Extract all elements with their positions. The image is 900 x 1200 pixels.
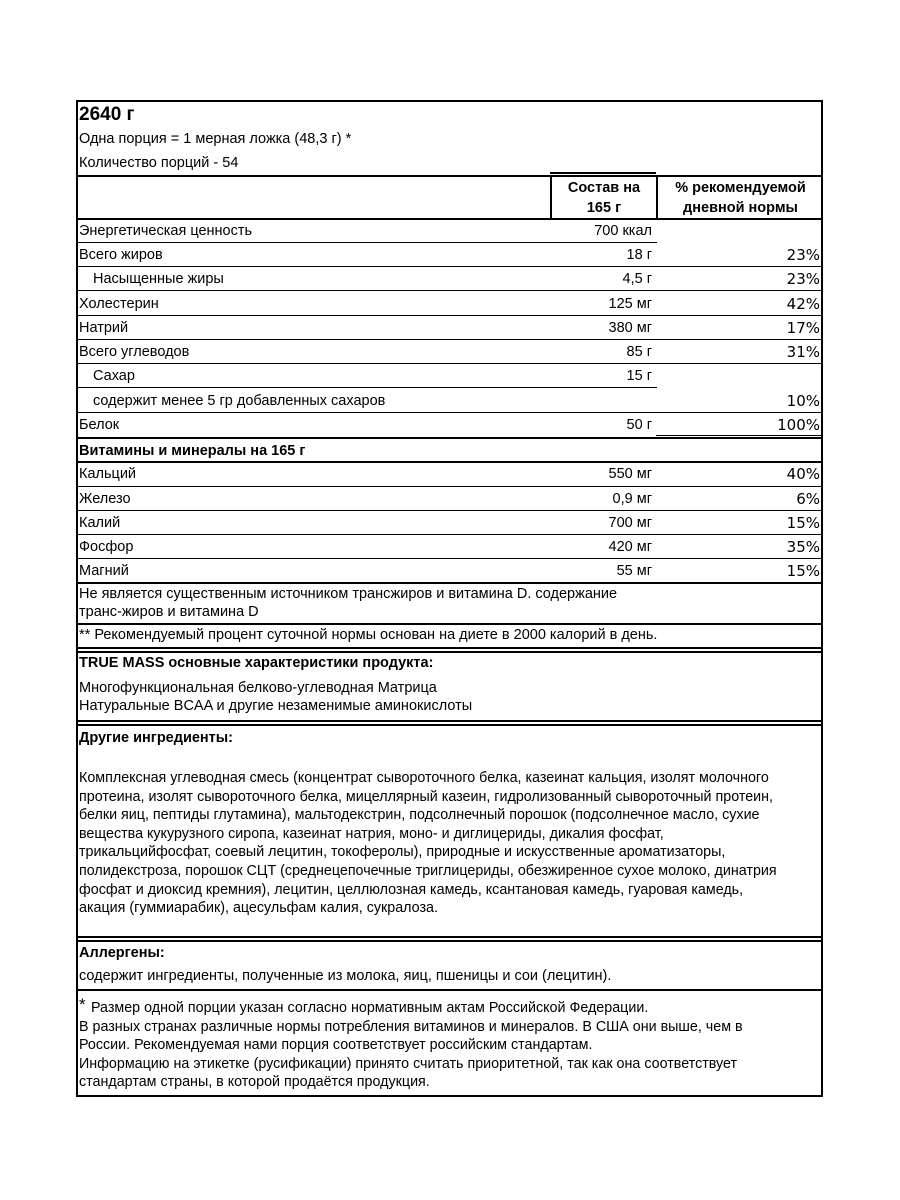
row-divider (76, 387, 657, 388)
vitamin-name: Кальций (79, 466, 137, 482)
nutrient-amount: 4,5 г (622, 271, 652, 287)
divider (76, 989, 823, 991)
trans-fat-note-line2: транс-жиров и витамина D (79, 604, 259, 620)
nutrient-daily: 10% (786, 392, 820, 410)
row-divider (76, 510, 823, 511)
divider (76, 724, 823, 726)
vitamin-daily: 35% (786, 538, 820, 556)
nutrient-name: Сахар (93, 368, 135, 384)
composition-header-2: 165 г (586, 200, 622, 216)
vitamin-amount: 55 мг (616, 563, 652, 579)
divider (76, 623, 823, 625)
nutrient-daily: 42% (786, 295, 820, 313)
divider (76, 720, 823, 722)
divider (76, 218, 823, 220)
nutrient-name: Энергетическая ценность (79, 223, 253, 239)
row-divider (76, 339, 823, 340)
vitamin-amount: 550 мг (608, 466, 652, 482)
servings-count: Количество порций - 54 (79, 155, 239, 171)
vitamin-daily: 6% (796, 490, 820, 508)
nutrient-daily: 31% (786, 343, 820, 361)
divider (76, 175, 823, 177)
nutrient-name: Всего жиров (79, 247, 163, 263)
vitamin-amount: 700 мг (608, 515, 652, 531)
disclaimer-line: России. Рекомендуемая нами порция соответствует российским стандартам. (79, 1037, 593, 1054)
ingredients-line: акация (гуммиарабик), ацесульфам калия, сукралоза. (79, 900, 438, 917)
package-weight: 2640 г (79, 104, 135, 125)
ingredients-line: Комплексная углеводная смесь (концентрат сывороточного белка, казеинат кальция, изолят молочного (79, 770, 769, 786)
vitamin-name: Магний (79, 563, 129, 579)
trans-fat-note-line1: Не является существенным источником трансжиров и витамина D. содержание (79, 586, 618, 602)
nutrient-amount: 380 мг (608, 320, 652, 336)
row-divider (656, 435, 823, 436)
nutrient-amount: 700 ккал (594, 223, 652, 239)
nutrient-name: Холестерин (79, 296, 159, 312)
row-divider (76, 412, 823, 413)
disclaimer-line: Информацию на этикетке (русификации) принято считать приоритетной, так как она соответствует (79, 1055, 738, 1072)
nutrient-daily: 23% (786, 270, 820, 288)
ingredients-line: трикальцийфосфат, соевый лецитин, токоферолы), природные и искусственные ароматизаторы, (79, 844, 726, 861)
allergens-title: Аллергены: (79, 945, 165, 961)
nutrient-name: Всего углеводов (79, 344, 190, 360)
nutrient-amount: 85 г (626, 344, 652, 360)
vitamin-daily: 40% (786, 465, 820, 483)
nutrient-amount: 125 мг (608, 296, 652, 312)
divider (550, 172, 656, 174)
nutrient-name: содержит менее 5 гр добавленных сахаров (93, 393, 386, 409)
allergens-text: содержит ингредиенты, полученные из молока, яиц, пшеницы и сои (лецитин). (79, 968, 612, 984)
divider (76, 936, 823, 938)
nutrient-name: Насыщенные жиры (93, 271, 224, 287)
divider (76, 582, 823, 584)
row-divider (76, 242, 657, 243)
ingredients-line: вещества кукурузного сиропа, казеинат натрия, моно- и диглицериды, дикалия фосфат, (79, 825, 664, 842)
row-divider (76, 558, 823, 559)
composition-header-1: Состав на (567, 180, 641, 196)
divider (76, 940, 823, 942)
disclaimer-text (79, 999, 821, 1092)
ingredients-line: полидекстроза, порошок СЦТ (среднецепочечные триглицериды, обезжиренное сухое молоко, динатрия (79, 862, 777, 879)
features-title: TRUE MASS основные характеристики продукта: (79, 655, 434, 671)
nutrient-amount: 50 г (626, 417, 652, 433)
ingredients-line: протеина, изолят сывороточного белка, мицеллярный казеин, гидролизованный сывороточный протеин, (79, 788, 774, 805)
divider (76, 437, 823, 439)
feature-line: Натуральные BCAA и другие незаменимые аминокислоты (79, 698, 473, 714)
vitamin-amount: 420 мг (608, 539, 652, 555)
row-divider (76, 266, 823, 267)
disclaimer-line: В разных странах различные нормы потребления витаминов и минералов. В США они выше, чем в (79, 1018, 743, 1035)
vitamin-name: Калий (79, 515, 121, 531)
serving-size: Одна порция = 1 мерная ложка (48,3 г) * (79, 131, 352, 147)
vitamin-daily: 15% (786, 514, 820, 532)
vitamin-name: Железо (79, 491, 131, 507)
feature-line: Многофункциональная белково-углеводная Матрица (79, 680, 437, 696)
nutrient-amount: 18 г (626, 247, 652, 263)
nutrient-amount: 15 г (626, 368, 652, 384)
ingredients-text (79, 769, 821, 918)
nutrient-daily: 23% (786, 246, 820, 264)
row-divider (76, 290, 823, 291)
divider (76, 647, 823, 649)
row-divider (76, 534, 823, 535)
row-divider (76, 363, 823, 364)
divider (76, 461, 823, 463)
disclaimer-line: Размер одной порции указан согласно нормативным актам Российской Федерации. (91, 1000, 649, 1016)
daily-value-header-1: % рекомендуемой (675, 180, 806, 196)
disclaimer-asterisk: * (79, 995, 86, 1014)
vitamins-title: Витамины и минералы на 165 г (79, 443, 306, 459)
daily-basis-note: ** Рекомендуемый процент суточной нормы основан на диете в 2000 калорий в день. (79, 627, 658, 643)
nutrient-name: Белок (79, 417, 120, 433)
nutrient-daily: 17% (786, 319, 820, 337)
vitamin-amount: 0,9 мг (612, 491, 652, 507)
ingredients-line: фосфат и диоксид кремния), лецитин, целлюлозная камедь, ксантановая камедь, гуаровая камедь, (79, 881, 744, 898)
daily-value-header-2: дневной нормы (683, 200, 798, 216)
row-divider (76, 315, 823, 316)
vitamin-daily: 15% (786, 562, 820, 580)
nutrient-name: Натрий (79, 320, 129, 336)
nutrient-daily: 100% (777, 416, 820, 434)
vitamin-name: Фосфор (79, 539, 134, 555)
divider (76, 651, 823, 653)
ingredients-line: белки яиц, пептиды глутамина), мальтодекстрин, подсолнечный порошок (подсолнечное масло, сухие (79, 807, 760, 824)
row-divider (76, 486, 823, 487)
ingredients-title: Другие ингредиенты: (79, 730, 233, 746)
disclaimer-line: стандартам страны, в которой продаётся продукция. (79, 1074, 430, 1091)
